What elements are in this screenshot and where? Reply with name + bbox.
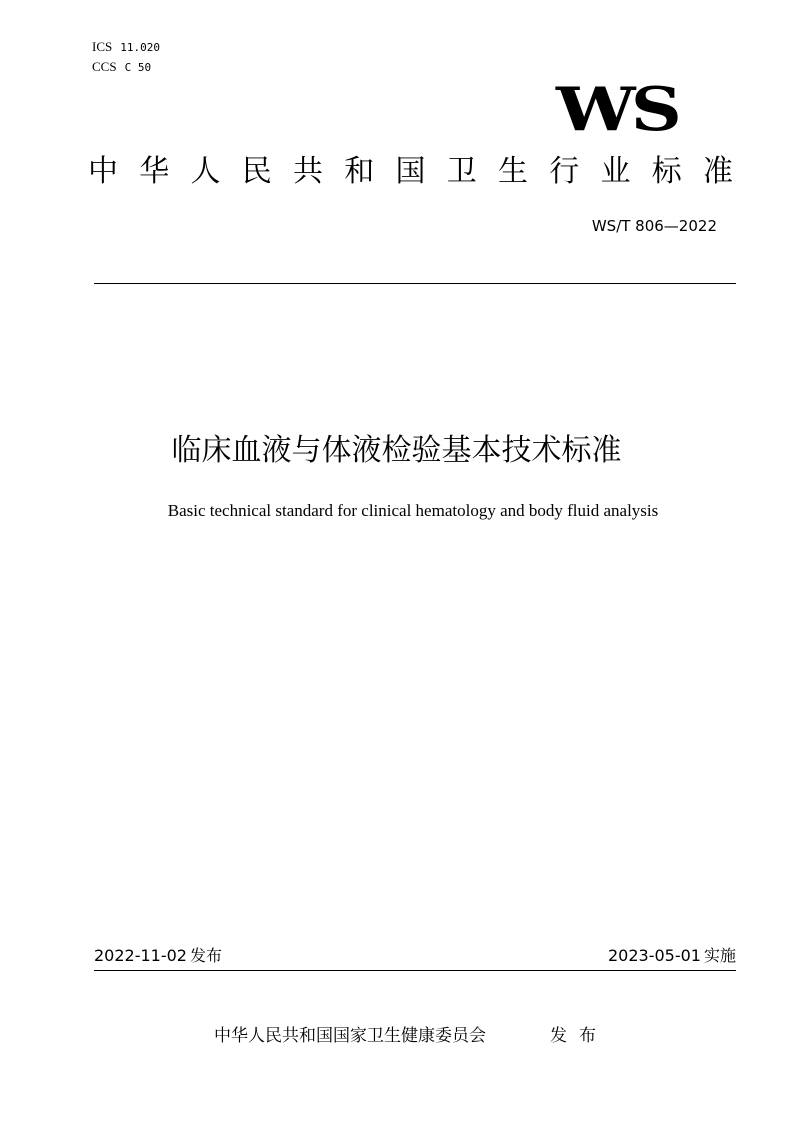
implementation-label: 实施 [703, 946, 736, 965]
standard-type-char: 业 [600, 154, 631, 189]
issue-date: 2022-11-02 [94, 946, 187, 965]
document-title-chinese: 临床血液与体液检验基本技术标准 [171, 433, 622, 468]
ics-value: 11.020 [120, 41, 160, 54]
ics-line [92, 40, 160, 55]
standard-type-char: 和 [344, 154, 375, 189]
standard-type-char: 行 [549, 154, 580, 189]
publisher-name: 中华人民共和国国家卫生健康委员会 [214, 1026, 486, 1046]
issue-label: 发布 [189, 946, 222, 965]
ws-logo: WS [556, 75, 678, 145]
ics-label: ICS [92, 39, 113, 54]
standard-type-char: 民 [241, 154, 272, 189]
standard-type-char: 生 [498, 154, 528, 189]
standard-type-char: 卫 [446, 154, 477, 189]
standard-type-char: 共 [293, 154, 323, 189]
standard-number: WS/T 806—2022 [591, 217, 717, 235]
implementation-date: 2023-05-01 [608, 946, 701, 965]
standard-type-char: 准 [703, 154, 733, 189]
ccs-line [92, 60, 151, 75]
standard-type-char: 标 [651, 154, 682, 189]
standard-type-char: 国 [395, 154, 426, 189]
document-title-english: Basic technical standard for clinical hematology and body fluid analysis [167, 501, 659, 520]
publisher-action: 发布 [550, 1026, 608, 1046]
footer-divider [94, 970, 736, 971]
standard-type-char: 中 [88, 154, 118, 189]
standard-type-char: 人 [190, 154, 221, 189]
header-divider [94, 283, 736, 284]
issue-date-block [94, 945, 222, 968]
ccs-value: C 50 [124, 61, 152, 74]
standard-type-char: 华 [139, 154, 170, 189]
implementation-date-block [608, 945, 736, 968]
standard-type-heading [88, 152, 733, 192]
ccs-label: CCS [92, 59, 117, 74]
